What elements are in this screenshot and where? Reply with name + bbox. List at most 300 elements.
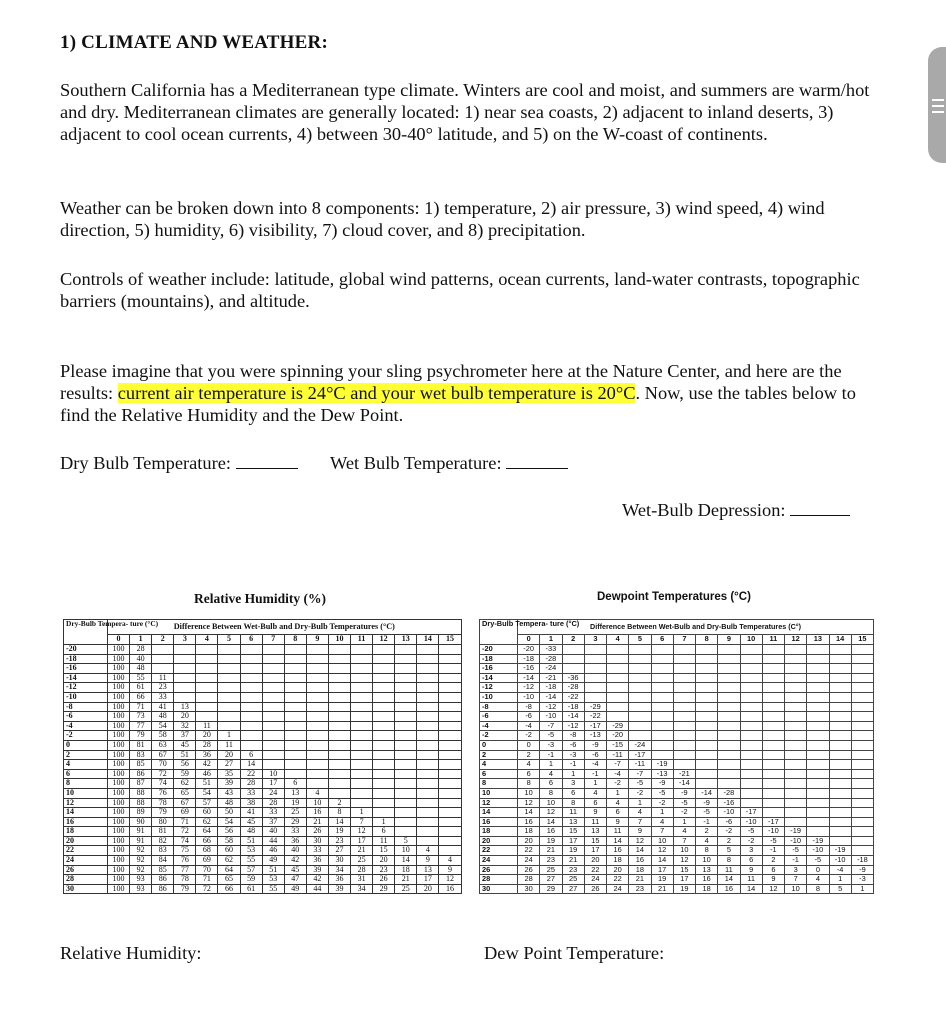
dp-cell: 17: [651, 865, 673, 875]
rh-cell: 79: [174, 884, 196, 894]
rh-row-header: Dry-Bulb Tempera- ture (°C): [64, 620, 108, 645]
rh-cell: [417, 712, 439, 722]
dp-cell: -17: [762, 817, 784, 827]
rh-cell: [351, 788, 373, 798]
dp-cell: -17: [629, 750, 651, 760]
dp-cell: [851, 731, 873, 741]
rh-cell: 16: [439, 884, 461, 894]
dp-cell: -11: [629, 760, 651, 770]
rh-cell: [439, 673, 461, 683]
rh-cell: 100: [108, 673, 130, 683]
rh-cell: 59: [240, 875, 262, 885]
dp-row-label: -20: [480, 645, 518, 655]
rh-cell: [395, 692, 417, 702]
dp-cell: [762, 779, 784, 789]
dp-cell: 10: [673, 846, 695, 856]
rh-cell: 78: [152, 798, 174, 808]
rh-cell: [439, 760, 461, 770]
rh-cell: 92: [130, 856, 152, 866]
wet-bulb-blank[interactable]: [506, 454, 568, 469]
rh-cell: 37: [174, 731, 196, 741]
rh-cell: [306, 673, 328, 683]
dp-cell: [851, 808, 873, 818]
dp-cell: 12: [651, 846, 673, 856]
dp-cell: [785, 808, 807, 818]
dp-cell: [740, 664, 762, 674]
rh-row-label: 12: [64, 798, 108, 808]
rh-cell: 58: [218, 836, 240, 846]
dp-row: [480, 721, 874, 731]
rh-row: [64, 760, 462, 770]
rh-cell: 34: [328, 865, 350, 875]
dp-cell: [696, 769, 718, 779]
dp-column-header: 5: [629, 635, 651, 645]
dp-cell: -5: [762, 836, 784, 846]
dp-cell: [584, 673, 606, 683]
dp-cell: 24: [518, 856, 540, 866]
rh-column-header: 15: [439, 635, 461, 645]
dp-cell: [829, 779, 851, 789]
dp-cell: -12: [518, 683, 540, 693]
dp-cell: [807, 683, 829, 693]
rh-cell: [174, 673, 196, 683]
rh-cell: [395, 664, 417, 674]
dp-column-header: 0: [518, 635, 540, 645]
rh-cell: [373, 779, 395, 789]
rh-cell: 71: [174, 817, 196, 827]
dp-row-label: -6: [480, 712, 518, 722]
dp-cell: 19: [651, 875, 673, 885]
dp-cell: 1: [851, 884, 873, 894]
rh-cell: 11: [373, 836, 395, 846]
dp-cell: 14: [740, 884, 762, 894]
dp-cell: [785, 673, 807, 683]
weather-components-paragraph: Weather can be broken down into 8 components: 1) temperature, 2) air pressure, 3) wind speed, 4) wind direction, 5) humidity, 6) visibility, 7) cloud cover, and 8) precipitation.: [60, 198, 825, 240]
rh-cell: 42: [306, 875, 328, 885]
dp-cell: [829, 721, 851, 731]
dp-cell: [584, 664, 606, 674]
dp-cell: [785, 750, 807, 760]
rh-cell: 66: [218, 884, 240, 894]
rh-cell: 88: [130, 798, 152, 808]
rh-cell: 51: [174, 750, 196, 760]
dp-cell: 8: [562, 798, 584, 808]
rh-cell: 28: [196, 740, 218, 750]
rh-cell: 60: [218, 846, 240, 856]
rh-row-label: 10: [64, 788, 108, 798]
rh-cell: 93: [130, 884, 152, 894]
rh-cell: 100: [108, 884, 130, 894]
rh-cell: 57: [196, 798, 218, 808]
rh-cell: 50: [218, 808, 240, 818]
rh-cell: 1: [351, 808, 373, 818]
rh-cell: 100: [108, 836, 130, 846]
dp-cell: [673, 740, 695, 750]
rh-cell: [439, 836, 461, 846]
dp-cell: -10: [829, 856, 851, 866]
rh-cell: [351, 692, 373, 702]
rh-cell: [373, 760, 395, 770]
dp-cell: [740, 769, 762, 779]
rh-cell: 60: [196, 808, 218, 818]
rh-cell: 88: [130, 788, 152, 798]
dp-cell: 16: [540, 827, 562, 837]
psychrometer-instructions-paragraph: [60, 360, 886, 426]
dp-cell: 0: [807, 865, 829, 875]
dp-cell: 19: [673, 884, 695, 894]
dp-cell: [584, 692, 606, 702]
rh-cell: 46: [262, 846, 284, 856]
dp-cell: [651, 740, 673, 750]
dp-cell: [607, 692, 629, 702]
dp-cell: [718, 673, 740, 683]
dp-cell: 10: [651, 836, 673, 846]
rh-cell: [395, 702, 417, 712]
dp-cell: -9: [584, 740, 606, 750]
rh-cell: [373, 645, 395, 655]
rh-cell: 68: [196, 846, 218, 856]
dp-cell: 18: [518, 827, 540, 837]
dp-cell: [651, 683, 673, 693]
dp-cell: 12: [518, 798, 540, 808]
rh-cell: [328, 769, 350, 779]
rh-cell: [351, 664, 373, 674]
dp-cell: -29: [584, 702, 606, 712]
rh-cell: [351, 769, 373, 779]
rh-cell: [218, 692, 240, 702]
dp-cell: 10: [785, 884, 807, 894]
dp-cell: [762, 702, 784, 712]
dp-cell: [718, 721, 740, 731]
rh-cell: 25: [351, 856, 373, 866]
rh-cell: [417, 673, 439, 683]
rh-cell: 100: [108, 721, 130, 731]
rh-cell: [284, 654, 306, 664]
dp-cell: 21: [651, 884, 673, 894]
rh-cell: [395, 788, 417, 798]
dp-cell: [629, 673, 651, 683]
rh-cell: 20: [373, 856, 395, 866]
dp-cell: [785, 702, 807, 712]
dp-cell: 8: [807, 884, 829, 894]
dp-cell: [851, 760, 873, 770]
rh-cell: [395, 769, 417, 779]
rh-cell: 26: [373, 875, 395, 885]
mediterranean-climate-paragraph: Southern California has a Mediterranean type climate. Winters are cool and moist, and summers are warm/hot and dry. Mediterranean climates are generally located: 1) near sea coasts, 2) adjacent to inland deserts, 3) adjacent to cool ocean currents, 4) between 30-40° latitude, and 5) on the W-coast of continents.: [60, 80, 870, 144]
dp-cell: [696, 654, 718, 664]
dp-row: [480, 884, 874, 894]
dp-cell: [740, 750, 762, 760]
dp-cell: 4: [651, 817, 673, 827]
rh-row-label: -18: [64, 654, 108, 664]
dp-cell: [740, 673, 762, 683]
rh-cell: [196, 712, 218, 722]
dp-row: [480, 702, 874, 712]
dp-cell: [762, 750, 784, 760]
dp-cell: 23: [540, 856, 562, 866]
dp-cell: 15: [562, 827, 584, 837]
rh-cell: [328, 760, 350, 770]
dp-cell: [607, 664, 629, 674]
rh-cell: [373, 769, 395, 779]
dp-cell: [807, 645, 829, 655]
rh-cell: [328, 664, 350, 674]
dp-cell: [785, 788, 807, 798]
relative-humidity-answer-line: [60, 943, 202, 964]
dewpoint-table-title: Dewpoint Temperatures (°C): [597, 591, 751, 603]
rh-column-header: 10: [328, 635, 350, 645]
rh-cell: 79: [130, 731, 152, 741]
dp-cell: [762, 788, 784, 798]
dp-cell: [718, 740, 740, 750]
rh-row-label: 6: [64, 769, 108, 779]
dp-column-header: 1: [540, 635, 562, 645]
dp-cell: -1: [584, 769, 606, 779]
dp-cell: -21: [540, 673, 562, 683]
dp-cell: [584, 683, 606, 693]
rh-cell: 32: [174, 721, 196, 731]
rh-cell: [284, 664, 306, 674]
dp-cell: 4: [673, 827, 695, 837]
relative-humidity-table-title: Relative Humidity (%): [194, 591, 326, 606]
dp-cell: [740, 740, 762, 750]
rh-cell: [306, 760, 328, 770]
dp-cell: -17: [584, 721, 606, 731]
rh-cell: 19: [328, 827, 350, 837]
rh-cell: 23: [373, 865, 395, 875]
dp-cell: -4: [829, 865, 851, 875]
rh-cell: [417, 645, 439, 655]
dp-row-label: 10: [480, 788, 518, 798]
dp-row: [480, 788, 874, 798]
rh-cell: 89: [130, 808, 152, 818]
dp-cell: [829, 731, 851, 741]
dp-cell: 27: [540, 875, 562, 885]
rh-cell: 40: [262, 827, 284, 837]
rh-cell: 33: [240, 788, 262, 798]
dp-cell: 9: [584, 808, 606, 818]
dp-cell: -19: [829, 846, 851, 856]
dp-cell: [829, 673, 851, 683]
dp-row: [480, 827, 874, 837]
dp-cell: [762, 654, 784, 664]
rh-cell: 73: [130, 712, 152, 722]
rh-cell: [218, 654, 240, 664]
rh-cell: [417, 731, 439, 741]
rh-cell: [240, 731, 262, 741]
rh-row-label: 8: [64, 779, 108, 789]
dp-cell: -10: [740, 817, 762, 827]
rh-cell: 90: [130, 817, 152, 827]
dp-cell: [785, 645, 807, 655]
dp-cell: 16: [629, 856, 651, 866]
rh-cell: 20: [218, 750, 240, 760]
rh-cell: [328, 702, 350, 712]
rh-cell: 2: [328, 798, 350, 808]
rh-cell: 37: [262, 817, 284, 827]
rh-cell: 77: [174, 865, 196, 875]
dp-cell: [851, 798, 873, 808]
dp-cell: [762, 760, 784, 770]
dp-cell: -6: [518, 712, 540, 722]
dp-cell: [829, 664, 851, 674]
wet-bulb-depression-answer-line: [622, 500, 850, 521]
dp-cell: 18: [696, 884, 718, 894]
rh-cell: 49: [284, 884, 306, 894]
dp-cell: 6: [518, 769, 540, 779]
dp-cell: -1: [696, 817, 718, 827]
rh-cell: [284, 673, 306, 683]
dp-cell: 13: [562, 817, 584, 827]
rh-cell: [218, 712, 240, 722]
rh-column-header: 1: [130, 635, 152, 645]
rh-cell: 33: [284, 827, 306, 837]
dp-cell: 12: [540, 808, 562, 818]
dp-cell: 20: [584, 856, 606, 866]
dp-cell: [807, 664, 829, 674]
rh-cell: [284, 645, 306, 655]
rh-cell: 86: [130, 769, 152, 779]
rh-cell: [218, 645, 240, 655]
dp-cell: [851, 673, 873, 683]
rh-row-label: 22: [64, 846, 108, 856]
dp-cell: [829, 760, 851, 770]
rh-cell: 6: [240, 750, 262, 760]
rh-cell: 4: [439, 856, 461, 866]
rh-cell: 8: [328, 808, 350, 818]
rh-cell: 13: [284, 788, 306, 798]
dp-cell: -33: [540, 645, 562, 655]
dp-cell: 4: [584, 788, 606, 798]
side-panel-tab[interactable]: [928, 47, 946, 163]
rh-cell: 100: [108, 875, 130, 885]
dp-cell: [762, 664, 784, 674]
dp-cell: [607, 645, 629, 655]
rh-cell: 66: [130, 692, 152, 702]
dp-cell: [851, 769, 873, 779]
dry-bulb-blank[interactable]: [236, 454, 298, 469]
wet-bulb-depression-blank[interactable]: [790, 501, 850, 516]
dp-cell: 3: [785, 865, 807, 875]
dp-cell: [673, 654, 695, 664]
dp-cell: 1: [629, 798, 651, 808]
dp-cell: 17: [562, 836, 584, 846]
dp-cell: 2: [696, 827, 718, 837]
rh-cell: [373, 683, 395, 693]
rh-cell: [373, 673, 395, 683]
dp-cell: -5: [696, 808, 718, 818]
dp-cell: -13: [584, 731, 606, 741]
rh-cell: 4: [417, 846, 439, 856]
dp-cell: 17: [584, 846, 606, 856]
dp-cell: -5: [651, 788, 673, 798]
dp-cell: 16: [718, 884, 740, 894]
dp-cell: [851, 827, 873, 837]
dp-cell: -14: [518, 673, 540, 683]
rh-cell: 45: [174, 740, 196, 750]
dp-cell: [851, 712, 873, 722]
rh-cell: [284, 692, 306, 702]
dp-cell: [718, 702, 740, 712]
rh-cell: 36: [306, 856, 328, 866]
rh-row: [64, 788, 462, 798]
rh-cell: [395, 760, 417, 770]
dp-cell: [762, 798, 784, 808]
rh-cell: [328, 683, 350, 693]
rh-cell: 7: [351, 817, 373, 827]
dp-cell: 22: [584, 865, 606, 875]
dp-cell: 8: [540, 788, 562, 798]
rh-cell: [284, 683, 306, 693]
dp-cell: -10: [785, 836, 807, 846]
rh-cell: 35: [218, 769, 240, 779]
rh-cell: 11: [152, 673, 174, 683]
dp-cell: 14: [518, 808, 540, 818]
rh-cell: 25: [284, 808, 306, 818]
rh-cell: [351, 712, 373, 722]
dp-cell: -18: [851, 856, 873, 866]
rh-cell: 100: [108, 692, 130, 702]
rh-cell: 64: [196, 827, 218, 837]
dp-cell: -3: [540, 740, 562, 750]
dp-cell: -2: [651, 798, 673, 808]
dp-cell: [829, 645, 851, 655]
rh-cell: [395, 750, 417, 760]
dp-cell: -11: [607, 750, 629, 760]
dry-bulb-label: Dry Bulb Temperature:: [60, 453, 231, 473]
rh-cell: 78: [174, 875, 196, 885]
rh-row: [64, 827, 462, 837]
rh-cell: [417, 827, 439, 837]
dp-cell: [829, 750, 851, 760]
rh-cell: [395, 731, 417, 741]
dp-cell: -14: [540, 692, 562, 702]
dp-cell: [829, 654, 851, 664]
dp-cell: 11: [607, 827, 629, 837]
dp-row-label: 8: [480, 779, 518, 789]
rh-cell: 61: [130, 683, 152, 693]
rh-cell: [240, 692, 262, 702]
dp-cell: [807, 779, 829, 789]
rh-cell: 47: [284, 875, 306, 885]
dp-cell: -14: [696, 788, 718, 798]
rh-cell: 81: [130, 740, 152, 750]
rh-cell: 10: [395, 846, 417, 856]
dp-row-label: 28: [480, 875, 518, 885]
rh-cell: [262, 673, 284, 683]
rh-cell: [306, 721, 328, 731]
rh-cell: [417, 721, 439, 731]
dp-cell: -3: [851, 875, 873, 885]
rh-span-header: Difference Between Wet-Bulb and Dry-Bulb Temperatures (°C): [108, 620, 462, 635]
rh-cell: 72: [196, 884, 218, 894]
rh-cell: [196, 664, 218, 674]
rh-cell: [240, 721, 262, 731]
rh-row-label: 28: [64, 875, 108, 885]
dp-cell: 12: [762, 884, 784, 894]
rh-cell: [240, 740, 262, 750]
dp-cell: 5: [718, 846, 740, 856]
rh-cell: 100: [108, 712, 130, 722]
rh-row: [64, 692, 462, 702]
rh-cell: [152, 664, 174, 674]
dp-cell: 3: [740, 846, 762, 856]
rh-row-label: 16: [64, 817, 108, 827]
dp-cell: 18: [607, 856, 629, 866]
dp-row-label: 12: [480, 798, 518, 808]
rh-cell: [351, 740, 373, 750]
rh-cell: [439, 788, 461, 798]
